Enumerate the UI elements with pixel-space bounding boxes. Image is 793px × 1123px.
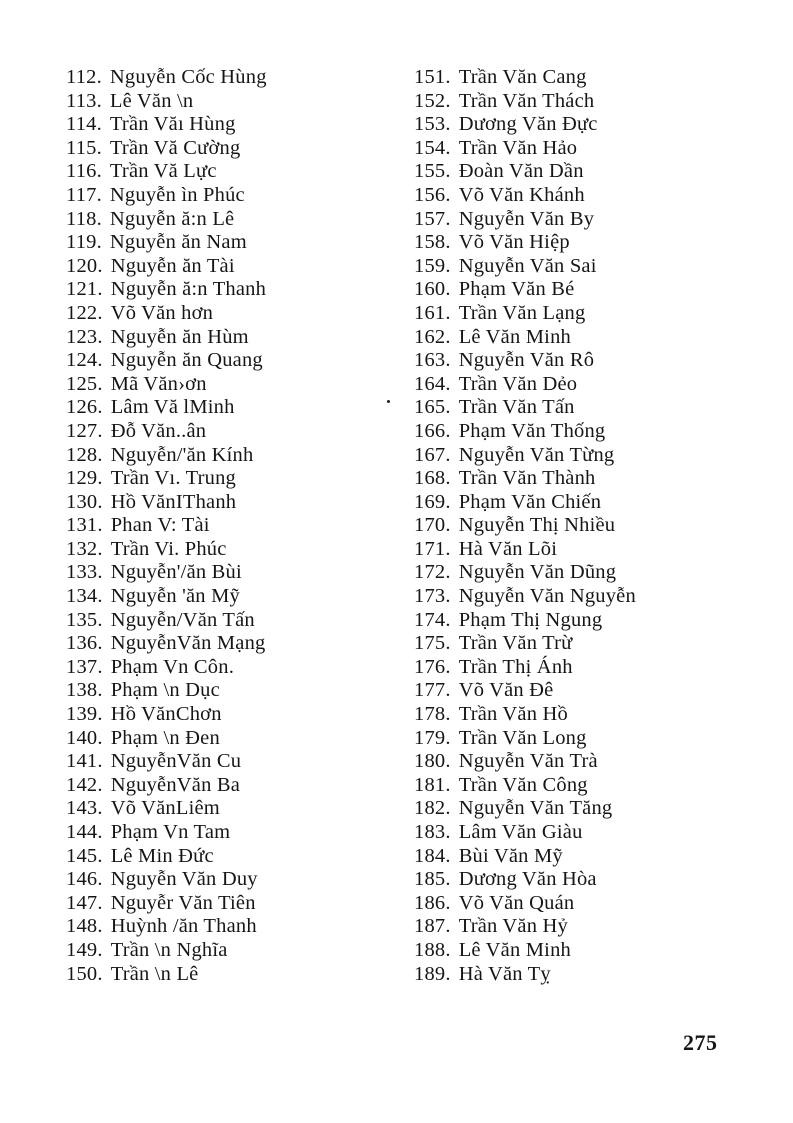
entry-name: Trần Vi. Phúc [110, 537, 227, 560]
list-item [414, 231, 636, 255]
entry-name: Nguyễn Văn Duy [110, 868, 258, 891]
list-item [414, 278, 636, 302]
entry-number: 156. [414, 183, 451, 206]
name-list-left-column [66, 66, 267, 986]
list-item [66, 255, 267, 279]
entry-number: 167. [414, 443, 451, 466]
entry-number: 150. [66, 962, 103, 985]
list-item [66, 231, 267, 255]
list-item [414, 774, 636, 798]
entry-name: NguyễnVăn Mạng [110, 632, 266, 655]
list-item [66, 349, 267, 373]
entry-name: Trần Văn Cang [458, 66, 587, 88]
list-item [414, 963, 636, 987]
entry-number: 171. [414, 537, 451, 560]
list-item [414, 868, 636, 892]
entry-number: 140. [66, 726, 103, 749]
entry-number: 178. [414, 703, 451, 726]
entry-number: 118. [66, 207, 102, 230]
list-item [66, 113, 267, 137]
entry-number: 166. [414, 419, 451, 442]
entry-name: Nguyễn ìn Phúc [109, 183, 245, 206]
list-item [66, 963, 267, 987]
entry-number: 153. [414, 113, 451, 136]
list-item [66, 90, 267, 114]
list-item [66, 278, 267, 302]
list-item [414, 66, 636, 90]
entry-name: Nguyễn Văn Nguyễn [458, 585, 636, 608]
entry-number: 139. [66, 703, 103, 726]
entry-number: 126. [66, 396, 103, 419]
entry-name: Nguyễn Cốc Hùng [109, 66, 267, 88]
entry-name: Lê Min Đức [110, 844, 214, 867]
list-item [414, 561, 636, 585]
entry-number: 173. [414, 585, 451, 608]
entry-name: Trần Văn Hảo [458, 136, 578, 159]
list-item [414, 255, 636, 279]
list-item [66, 514, 267, 538]
entry-name: Huỳnh /ăn Thanh [110, 915, 257, 938]
list-item [66, 915, 267, 939]
entry-name: Phạm Vn Côn. [110, 655, 235, 678]
entry-number: 151. [414, 66, 451, 88]
entry-name: Trần Vı. Trung [110, 467, 236, 490]
list-item [414, 845, 636, 869]
entry-name: Đoàn Văn Dần [458, 160, 584, 183]
list-item [66, 868, 267, 892]
list-item [414, 750, 636, 774]
entry-number: 158. [414, 231, 451, 254]
list-item [66, 561, 267, 585]
entry-name: Trần Văn Công [458, 773, 588, 796]
entry-number: 157. [414, 207, 451, 230]
list-item [414, 326, 636, 350]
list-item [414, 467, 636, 491]
list-item [414, 585, 636, 609]
entry-name: Trần \n Nghĩa [110, 938, 228, 961]
list-item [414, 727, 636, 751]
entry-number: 127. [66, 419, 103, 442]
entry-name: Trần Văn Lạng [458, 301, 586, 324]
list-item [414, 113, 636, 137]
entry-name: Võ Văn Khánh [458, 183, 585, 206]
entry-name: Nguyễn ăn Nam [109, 231, 247, 254]
entry-name: Nguyễn 'ăn Mỹ [110, 585, 240, 608]
entry-number: 162. [414, 325, 451, 348]
list-item [66, 444, 267, 468]
list-item [66, 326, 267, 350]
list-item [66, 679, 267, 703]
entry-number: 120. [66, 254, 103, 277]
entry-number: 141. [66, 750, 103, 773]
entry-number: 152. [414, 89, 451, 112]
list-item [414, 90, 636, 114]
entry-number: 123. [66, 325, 103, 348]
entry-number: 160. [414, 278, 451, 301]
list-item [414, 208, 636, 232]
entry-number: 144. [66, 821, 103, 843]
entry-name: Võ Văn Hiệp [458, 231, 570, 254]
entry-number: 149. [66, 938, 103, 961]
entry-number: 142. [66, 773, 103, 796]
entry-number: 146. [66, 868, 103, 891]
entry-name: Võ VănLiêm [110, 797, 220, 820]
entry-name: Trần Văn Hỷ [458, 915, 568, 938]
entry-number: 176. [414, 655, 451, 678]
entry-number: 129. [66, 467, 103, 490]
entry-number: 147. [66, 891, 103, 914]
entry-number: 177. [414, 679, 451, 702]
entry-name: Lê Văn \n [109, 89, 194, 112]
entry-name: Hồ VănChơn [110, 703, 222, 726]
entry-name: NguyễnVăn Ba [110, 773, 241, 796]
entry-name: Nguyễn Văn Rô [458, 349, 595, 372]
entry-name: Phan V: Tài [110, 514, 210, 537]
list-item [414, 491, 636, 515]
entry-name: Phạm Văn Thống [458, 419, 606, 442]
list-item [66, 467, 267, 491]
entry-number: 184. [414, 844, 451, 867]
entry-name: Mã Văn›ơn [110, 372, 207, 395]
list-item [66, 373, 267, 397]
list-item [414, 632, 636, 656]
entry-number: 113. [66, 89, 102, 112]
entry-number: 135. [66, 608, 103, 631]
entry-name: Trần Văn Tấn [458, 396, 575, 419]
entry-name: Trần Văı Hùng [109, 113, 236, 136]
entry-number: 159. [414, 254, 451, 277]
list-item [66, 585, 267, 609]
entry-number: 187. [414, 915, 451, 938]
entry-number: 114. [66, 113, 102, 136]
entry-number: 186. [414, 891, 451, 914]
entry-name: Phạm Thị Ngung [458, 608, 603, 631]
entry-number: 145. [66, 844, 103, 867]
entry-name: Trần Văn Long [458, 726, 587, 749]
list-item [414, 420, 636, 444]
entry-number: 154. [414, 136, 451, 159]
list-item [66, 160, 267, 184]
list-item [414, 373, 636, 397]
list-item [414, 703, 636, 727]
list-item [414, 609, 636, 633]
entry-name: Võ Văn hơn [110, 301, 214, 324]
entry-name: Nguyễn Văn Từng [458, 443, 615, 466]
list-item [414, 892, 636, 916]
list-item [414, 915, 636, 939]
list-item [66, 845, 267, 869]
entry-name: Nguyễn ăn Quang [110, 349, 263, 372]
entry-name: Nguyễn'/ăn Bùi [110, 561, 242, 584]
list-item [414, 679, 636, 703]
list-item [66, 892, 267, 916]
entry-name: Nguyễn/Văn Tấn [110, 608, 255, 631]
entry-number: 189. [414, 962, 451, 985]
list-item [66, 703, 267, 727]
entry-number: 116. [66, 160, 102, 183]
entry-name: Trần Văn Trừ [458, 632, 573, 655]
entry-name: Võ Văn Quán [458, 891, 575, 914]
entry-name: Trần Thị Ánh [458, 655, 573, 678]
entry-name: Trần Văn Thách [458, 89, 595, 112]
entry-name: Trần Văn Dẻo [458, 372, 578, 395]
entry-name: Nguyễn Văn Sai [458, 254, 597, 277]
entry-number: 143. [66, 797, 103, 820]
entry-name: Phạm Văn Bé [458, 278, 575, 301]
page-number: 275 [683, 1030, 718, 1055]
entry-name: Nguyễn Văn Tăng [458, 797, 613, 820]
entry-number: 170. [414, 514, 451, 537]
list-item [414, 821, 636, 845]
entry-number: 121. [66, 278, 103, 301]
entry-name: Hồ VănIThanh [110, 490, 237, 513]
list-item [66, 396, 267, 420]
list-item [66, 727, 267, 751]
entry-name: Bùi Văn Mỹ [458, 844, 563, 867]
entry-number: 175. [414, 632, 451, 655]
entry-name: Nguyễn ăn Hùm [110, 325, 249, 348]
list-item [66, 302, 267, 326]
list-item [414, 396, 636, 420]
list-item [66, 538, 267, 562]
entry-name: Hà Văn Lõi [458, 537, 558, 560]
entry-number: 155. [414, 160, 451, 183]
entry-name: Nguyễn Thị Nhiều [458, 514, 616, 537]
entry-name: Nguyễn ăn Tài [110, 254, 235, 277]
entry-name: Dương Văn Hòa [458, 868, 597, 891]
entry-number: 148. [66, 915, 103, 938]
entry-name: Võ Văn Đê [458, 679, 554, 702]
entry-number: 137. [66, 655, 103, 678]
entry-number: 115. [66, 136, 102, 159]
list-item [66, 797, 267, 821]
entry-name: Trần Văn Hồ [458, 703, 568, 726]
entry-name: NguyễnVăn Cu [110, 750, 242, 773]
list-item [66, 420, 267, 444]
entry-number: 185. [414, 868, 451, 891]
entry-number: 124. [66, 349, 103, 372]
entry-name: Nguyễn Văn By [458, 207, 595, 230]
entry-number: 125. [66, 372, 103, 395]
list-item [414, 656, 636, 680]
entry-number: 188. [414, 938, 451, 961]
entry-number: 134. [66, 585, 103, 608]
list-item [66, 208, 267, 232]
entry-number: 136. [66, 632, 103, 655]
entry-name: Trần Vă Lực [109, 160, 217, 183]
list-item [66, 750, 267, 774]
print-speck [387, 400, 390, 403]
entry-number: 122. [66, 301, 103, 324]
entry-name: Nguyễn Văn Dũng [458, 561, 617, 584]
entry-number: 138. [66, 679, 103, 702]
entry-name: Nguyễn ă:n Thanh [110, 278, 267, 301]
entry-number: 174. [414, 608, 451, 631]
entry-name: Lê Văn Minh [458, 325, 571, 348]
list-item [66, 656, 267, 680]
entry-name: Trần Vă Cường [109, 136, 241, 159]
entry-number: 181. [414, 773, 451, 796]
entry-number: 172. [414, 561, 451, 584]
list-item [414, 349, 636, 373]
entry-number: 133. [66, 561, 103, 584]
list-item [66, 774, 267, 798]
entry-name: Nguyễn ă:n Lê [109, 207, 235, 230]
entry-number: 163. [414, 349, 451, 372]
name-list-right-column [414, 66, 636, 986]
entry-number: 112. [66, 66, 102, 88]
list-item [66, 632, 267, 656]
entry-number: 161. [414, 301, 451, 324]
entry-number: 165. [414, 396, 451, 419]
list-item [414, 939, 636, 963]
list-item [414, 302, 636, 326]
list-item [414, 797, 636, 821]
entry-number: 169. [414, 490, 451, 513]
entry-number: 179. [414, 726, 451, 749]
entry-name: Đỗ Văn..ân [110, 419, 207, 442]
entry-number: 180. [414, 750, 451, 773]
entry-number: 128. [66, 443, 103, 466]
list-item [66, 491, 267, 515]
entry-name: Nguyễn Văn Trà [458, 750, 598, 773]
list-item [414, 184, 636, 208]
entry-name: Lê Văn Minh [458, 938, 571, 961]
entry-name: Lâm Vă lMinh [110, 396, 235, 419]
entry-name: Phạm Vn Tam [110, 821, 231, 843]
list-item [66, 137, 267, 161]
list-item [414, 137, 636, 161]
entry-name: Nguyễr Văn Tiên [110, 891, 256, 914]
list-item [414, 538, 636, 562]
entry-name: Phạm Văn Chiến [458, 490, 602, 513]
list-item [414, 514, 636, 538]
entry-name: Phạm \n Đen [110, 726, 220, 749]
entry-number: 130. [66, 490, 103, 513]
entry-name: Nguyễn/'ăn Kính [110, 443, 254, 466]
entry-number: 117. [66, 183, 102, 206]
entry-number: 182. [414, 797, 451, 820]
entry-number: 183. [414, 821, 451, 843]
entry-name: Lâm Văn Giàu [458, 821, 583, 843]
list-item [66, 66, 267, 90]
entry-name: Hà Văn Tỵ [458, 962, 551, 985]
entry-number: 131. [66, 514, 103, 537]
entry-name: Trần Văn Thành [458, 467, 596, 490]
entry-name: Trần \n Lê [110, 962, 199, 985]
entry-number: 168. [414, 467, 451, 490]
list-item [66, 939, 267, 963]
entry-number: 164. [414, 372, 451, 395]
entry-name: Dương Văn Đực [458, 113, 598, 136]
list-item [66, 184, 267, 208]
list-item [66, 609, 267, 633]
list-item [414, 444, 636, 468]
entry-number: 119. [66, 231, 102, 254]
list-item [414, 160, 636, 184]
entry-number: 132. [66, 537, 103, 560]
list-item [66, 821, 267, 845]
entry-name: Phạm \n Dục [110, 679, 220, 702]
